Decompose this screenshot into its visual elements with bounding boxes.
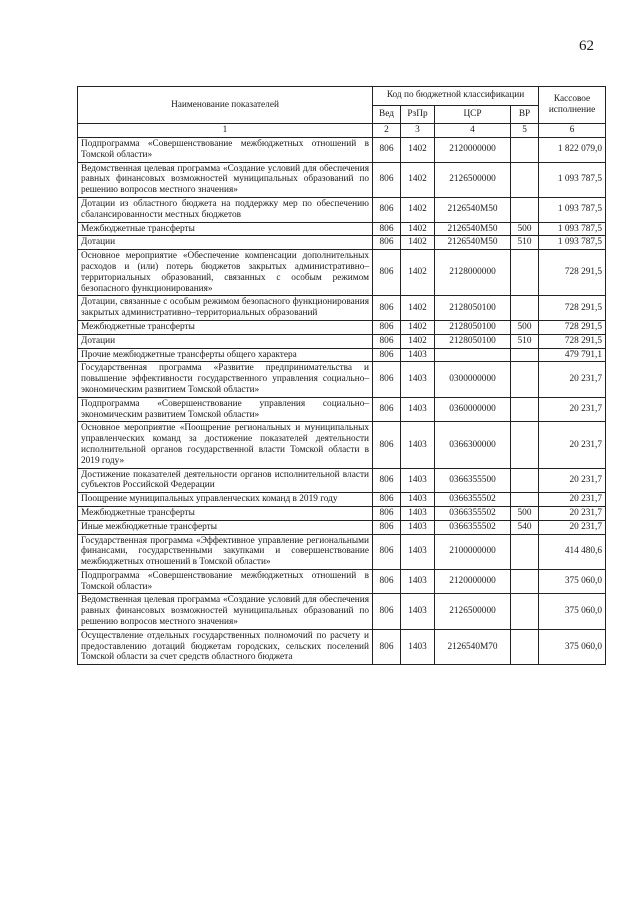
table-row (78, 320, 606, 334)
row-vr-cell (511, 250, 539, 296)
table-body (78, 124, 606, 665)
row-csr-cell: 0366355502 (435, 506, 511, 520)
row-vr-cell (511, 197, 539, 222)
column-header-name: Наименование показателей (78, 87, 373, 124)
row-amount-cell: 375 060,0 (539, 629, 606, 664)
table-row (78, 250, 606, 296)
row-ved-cell: 806 (373, 197, 401, 222)
column-index: 1 (78, 124, 373, 138)
row-ved-cell: 806 (373, 594, 401, 629)
table-row (78, 362, 606, 397)
row-vr-cell (511, 296, 539, 321)
row-csr-cell: 2128000000 (435, 250, 511, 296)
table-row (78, 520, 606, 534)
row-rzpr-cell: 1402 (401, 138, 435, 163)
row-vr-cell (511, 162, 539, 197)
row-ved-cell: 806 (373, 362, 401, 397)
row-vr-cell: 500 (511, 506, 539, 520)
row-vr-cell (511, 534, 539, 569)
row-csr-cell: 0366355502 (435, 493, 511, 507)
row-rzpr-cell: 1403 (401, 629, 435, 664)
row-amount-cell: 375 060,0 (539, 569, 606, 594)
row-ved-cell: 806 (373, 222, 401, 236)
row-rzpr-cell: 1403 (401, 362, 435, 397)
column-header-csr: ЦСР (435, 105, 511, 124)
table-row (78, 222, 606, 236)
row-name-cell: Основное мероприятие «Поощрение региональных и муниципальных управленческих команд за достижение показателей деятельности исполнительной органов государственной власти Томской области в 2019 году» (78, 422, 373, 468)
page-number: 62 (579, 38, 594, 54)
row-ved-cell: 806 (373, 493, 401, 507)
row-name-cell: Иные межбюджетные трансферты (78, 520, 373, 534)
row-name-cell: Государственная программа «Эффективное управление региональными финансами, государственными закупками и совершенствование межбюджетных отношений в Томской области» (78, 534, 373, 569)
row-amount-cell: 728 291,5 (539, 250, 606, 296)
header-row-top (78, 87, 606, 106)
row-amount-cell: 20 231,7 (539, 397, 606, 422)
table-row (78, 138, 606, 163)
row-vr-cell (511, 348, 539, 362)
row-csr-cell: 2126500000 (435, 162, 511, 197)
row-ved-cell: 806 (373, 397, 401, 422)
row-rzpr-cell: 1403 (401, 348, 435, 362)
row-amount-cell: 1 093 787,5 (539, 236, 606, 250)
row-name-cell: Осуществление отдельных государственных полномочий по расчету и предоставлению дотаций бюджетам городских, сельских поселений Томской области за счет средств областного бюджета (78, 629, 373, 664)
row-name-cell: Межбюджетные трансферты (78, 506, 373, 520)
row-csr-cell: 2126540М50 (435, 236, 511, 250)
column-header-ved: Вед (373, 105, 401, 124)
row-rzpr-cell: 1403 (401, 569, 435, 594)
row-name-cell: Дотации из областного бюджета на поддержку мер по обеспечению сбалансированности местных бюджетов (78, 197, 373, 222)
row-csr-cell: 2120000000 (435, 569, 511, 594)
row-rzpr-cell: 1403 (401, 493, 435, 507)
row-csr-cell: 2128050100 (435, 334, 511, 348)
row-name-cell: Межбюджетные трансферты (78, 320, 373, 334)
row-name-cell: Поощрение муниципальных управленческих команд в 2019 году (78, 493, 373, 507)
row-amount-cell: 20 231,7 (539, 520, 606, 534)
row-vr-cell (511, 594, 539, 629)
row-rzpr-cell: 1403 (401, 397, 435, 422)
row-vr-cell: 500 (511, 320, 539, 334)
table-row (78, 629, 606, 664)
row-amount-cell: 20 231,7 (539, 422, 606, 468)
row-csr-cell: 0360000000 (435, 397, 511, 422)
row-rzpr-cell: 1403 (401, 520, 435, 534)
column-header-cash-execution: Кассовое исполнение (539, 87, 606, 124)
row-ved-cell: 806 (373, 569, 401, 594)
row-csr-cell: 0366355500 (435, 468, 511, 493)
row-name-cell: Дотации (78, 334, 373, 348)
table-row (78, 569, 606, 594)
row-vr-cell (511, 569, 539, 594)
row-csr-cell: 2126540М50 (435, 197, 511, 222)
row-ved-cell: 806 (373, 250, 401, 296)
row-amount-cell: 728 291,5 (539, 296, 606, 321)
table-row (78, 534, 606, 569)
row-rzpr-cell: 1402 (401, 162, 435, 197)
row-name-cell: Ведомственная целевая программа «Создание условий для обеспечения равных финансовых возможностей муниципальных образований по решению вопросов местного значения» (78, 594, 373, 629)
row-amount-cell: 479 791,1 (539, 348, 606, 362)
row-vr-cell (511, 397, 539, 422)
row-rzpr-cell: 1402 (401, 250, 435, 296)
row-amount-cell: 728 291,5 (539, 334, 606, 348)
row-name-cell: Достижение показателей деятельности органов исполнительной власти субъектов Российской Федерации (78, 468, 373, 493)
row-amount-cell: 20 231,7 (539, 362, 606, 397)
column-header-rzpr: РзПр (401, 105, 435, 124)
row-rzpr-cell: 1402 (401, 334, 435, 348)
table-row (78, 197, 606, 222)
row-name-cell: Подпрограмма «Совершенствование межбюджетных отношений в Томской области» (78, 138, 373, 163)
row-ved-cell: 806 (373, 334, 401, 348)
row-ved-cell: 806 (373, 506, 401, 520)
row-vr-cell (511, 422, 539, 468)
row-amount-cell: 1 093 787,5 (539, 197, 606, 222)
row-vr-cell: 540 (511, 520, 539, 534)
table-row (78, 348, 606, 362)
row-ved-cell: 806 (373, 236, 401, 250)
row-vr-cell (511, 629, 539, 664)
row-amount-cell: 1 822 079,0 (539, 138, 606, 163)
row-ved-cell: 806 (373, 422, 401, 468)
row-name-cell: Подпрограмма «Совершенствование межбюджетных отношений в Томской области» (78, 569, 373, 594)
row-vr-cell (511, 138, 539, 163)
row-csr-cell: 2126540М70 (435, 629, 511, 664)
table-row (78, 334, 606, 348)
table-row (78, 506, 606, 520)
row-rzpr-cell: 1403 (401, 594, 435, 629)
row-name-cell: Подпрограмма «Совершенствование управления социально–экономическим развитием Томской области» (78, 397, 373, 422)
row-rzpr-cell: 1402 (401, 222, 435, 236)
row-ved-cell: 806 (373, 520, 401, 534)
row-ved-cell: 806 (373, 468, 401, 493)
row-name-cell: Прочие межбюджетные трансферты общего характера (78, 348, 373, 362)
row-vr-cell (511, 468, 539, 493)
row-ved-cell: 806 (373, 629, 401, 664)
column-index: 3 (401, 124, 435, 138)
row-ved-cell: 806 (373, 348, 401, 362)
row-csr-cell: 2126500000 (435, 594, 511, 629)
row-ved-cell: 806 (373, 162, 401, 197)
row-name-cell: Ведомственная целевая программа «Создание условий для обеспечения равных финансовых возможностей муниципальных образований по решению вопросов местного значения» (78, 162, 373, 197)
row-name-cell: Государственная программа «Развитие предпринимательства и повышение эффективности государственного управления социально–экономическим развитием Томской области» (78, 362, 373, 397)
row-name-cell: Дотации (78, 236, 373, 250)
row-name-cell: Основное мероприятие «Обеспечение компенсации дополнительных расходов и (или) потерь бюджетов закрытых административно–территориальных образований, связанных с особым режимом безопасного функционирования» (78, 250, 373, 296)
row-amount-cell: 375 060,0 (539, 594, 606, 629)
row-amount-cell: 1 093 787,5 (539, 162, 606, 197)
row-csr-cell: 2128050100 (435, 320, 511, 334)
row-rzpr-cell: 1402 (401, 320, 435, 334)
row-rzpr-cell: 1402 (401, 236, 435, 250)
row-vr-cell: 510 (511, 334, 539, 348)
row-csr-cell: 2100000000 (435, 534, 511, 569)
row-ved-cell: 806 (373, 534, 401, 569)
row-csr-cell: 0366355502 (435, 520, 511, 534)
row-rzpr-cell: 1403 (401, 422, 435, 468)
row-amount-cell: 1 093 787,5 (539, 222, 606, 236)
row-csr-cell: 2128050100 (435, 296, 511, 321)
column-index: 4 (435, 124, 511, 138)
row-csr-cell (435, 348, 511, 362)
column-header-vr: ВР (511, 105, 539, 124)
row-ved-cell: 806 (373, 296, 401, 321)
row-amount-cell: 728 291,5 (539, 320, 606, 334)
row-amount-cell: 414 480,6 (539, 534, 606, 569)
row-csr-cell: 2120000000 (435, 138, 511, 163)
budget-execution-table (77, 86, 606, 665)
row-amount-cell: 20 231,7 (539, 468, 606, 493)
row-amount-cell: 20 231,7 (539, 493, 606, 507)
table-row (78, 493, 606, 507)
row-csr-cell: 0366300000 (435, 422, 511, 468)
table-row (78, 594, 606, 629)
row-rzpr-cell: 1403 (401, 468, 435, 493)
row-ved-cell: 806 (373, 138, 401, 163)
row-name-cell: Межбюджетные трансферты (78, 222, 373, 236)
table-row (78, 422, 606, 468)
row-vr-cell: 510 (511, 236, 539, 250)
row-csr-cell: 0300000000 (435, 362, 511, 397)
column-index: 6 (539, 124, 606, 138)
row-rzpr-cell: 1403 (401, 506, 435, 520)
column-index: 2 (373, 124, 401, 138)
row-rzpr-cell: 1402 (401, 296, 435, 321)
table-row (78, 397, 606, 422)
row-vr-cell: 500 (511, 222, 539, 236)
row-rzpr-cell: 1402 (401, 197, 435, 222)
table-row (78, 162, 606, 197)
row-vr-cell (511, 362, 539, 397)
row-name-cell: Дотации, связанные с особым режимом безопасного функционирования закрытых административно–территориальных образований (78, 296, 373, 321)
row-amount-cell: 20 231,7 (539, 506, 606, 520)
row-vr-cell (511, 493, 539, 507)
column-index: 5 (511, 124, 539, 138)
table-row (78, 468, 606, 493)
column-index-row (78, 124, 606, 138)
row-rzpr-cell: 1403 (401, 534, 435, 569)
row-ved-cell: 806 (373, 320, 401, 334)
table-row (78, 296, 606, 321)
table-row (78, 236, 606, 250)
column-header-code-group: Код по бюджетной классификации (373, 87, 539, 106)
row-csr-cell: 2126540М50 (435, 222, 511, 236)
